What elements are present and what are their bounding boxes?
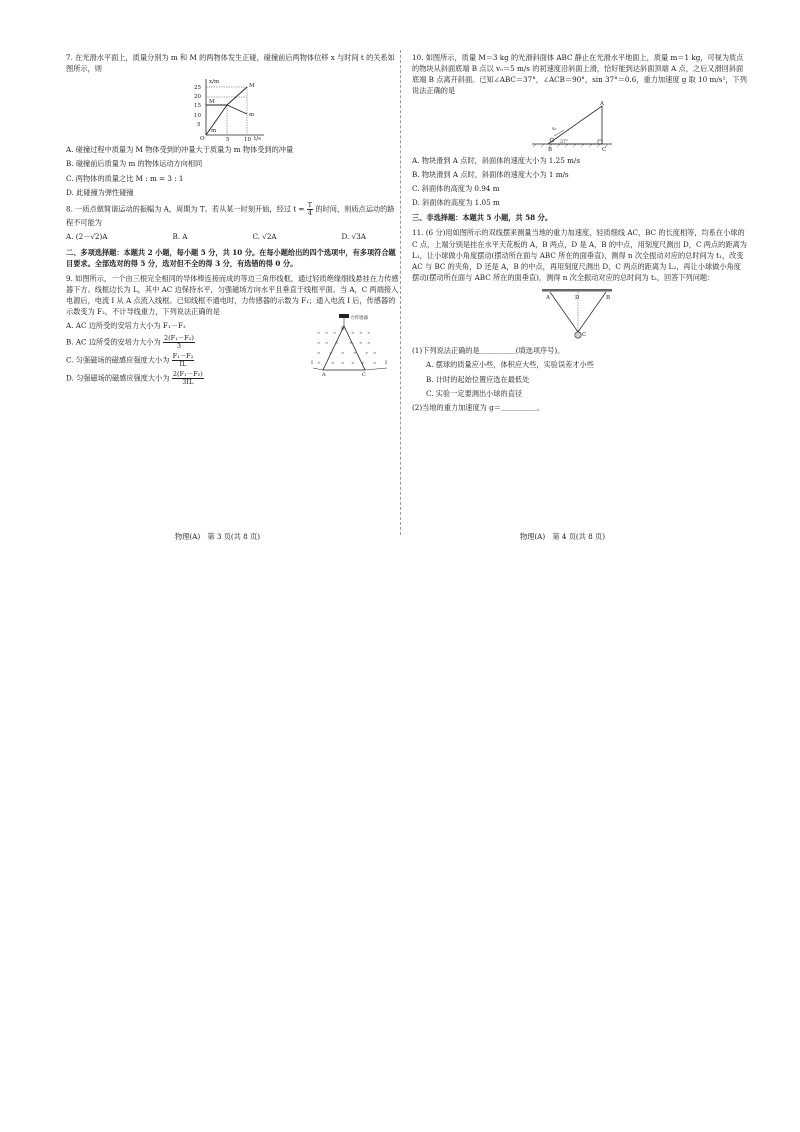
question-9-options-area	[66, 316, 401, 387]
svg-text:×: ×	[317, 340, 321, 346]
svg-text:×: ×	[335, 340, 339, 346]
option-d-num: 2(F₁－F₂)	[172, 370, 203, 379]
incline-vertex-c: C	[602, 146, 607, 152]
option-b-num: 2(F₁－F₂)	[164, 333, 194, 342]
question-8-option-d: D. √3A	[341, 232, 366, 242]
svg-text:×: ×	[325, 340, 329, 346]
question-9-option-a: A. AC 边所受的安培力大小为 F₁－F₂	[66, 321, 186, 331]
right-page-footer: 物理(A) 第 4 页(共 8 页)	[520, 532, 606, 541]
triangle-vertex-c: C	[362, 372, 366, 379]
question-8-stem	[66, 202, 401, 228]
graph-label-m: m	[211, 128, 217, 135]
pendulum-point-d: D	[575, 295, 580, 302]
option-d-fraction	[172, 371, 204, 386]
graph-label-M: M	[209, 99, 215, 106]
sensor-label: 力传感器	[350, 316, 368, 322]
option-d-den: 3IL	[182, 378, 194, 387]
svg-text:×: ×	[349, 340, 353, 346]
option-b-den: 3	[176, 341, 182, 350]
svg-text:×: ×	[341, 350, 345, 356]
left-column	[66, 52, 401, 390]
graph-xlabel: t/s	[254, 136, 261, 142]
right-column	[412, 52, 747, 417]
question-11-pendulum-figure	[412, 286, 747, 344]
question-8-stem-b: 的时间，则质点运动的路程不可能为	[66, 204, 395, 228]
incline-vertex-a: A	[600, 100, 604, 107]
svg-text:×: ×	[331, 360, 335, 366]
svg-text:×: ×	[329, 350, 333, 356]
current-label-out: I	[385, 360, 387, 367]
question-10-option-a: A. 物块滑到 A 点时，斜面体的速度大小为 1.25 m/s	[412, 155, 581, 165]
option-c-text: C. 匀强磁场的磁感应强度大小为	[66, 355, 170, 365]
question-11-part-1: (1)下列说法正确的是＿＿＿＿＿(填选项序号)。	[412, 346, 565, 356]
question-7-option-c: C. 两物体的质量之比 M : m = 3 : 1	[66, 173, 184, 183]
y-tick-10: 10	[194, 113, 201, 120]
svg-text:×: ×	[351, 330, 355, 336]
question-11-part1-option-c: C. 实验一定要测出小球的直径	[426, 388, 523, 398]
initial-velocity-label: v₀	[552, 126, 557, 132]
svg-text:×: ×	[359, 340, 363, 346]
question-9-stem: 9. 如图所示，一个由三根完全相同的导体棒连接而成的等边三角形线框，通过轻质绝缘细线悬挂在力传感器下方。线框边长为 L，其中 AC 边保持水平，匀强磁场方向水平且垂直于线框平面。当 A，C 两端接入电源后，电流 I 从 A 点流入线框。已知线框不通电时，力传感器的示数为 F₁；通入电流 I 后，传感器的示数变为 F₂，不计导线重力，下列说法正确的是	[66, 273, 399, 317]
svg-text:×: ×	[325, 330, 329, 336]
frac-den: 4	[307, 209, 312, 218]
question-10-option-c: C. 斜面体的高度为 0.94 m	[412, 183, 500, 193]
question-10-option-b: B. 物块滑到 A 点时，斜面体的速度大小为 1 m/s	[412, 169, 569, 179]
pendulum-point-c: C	[582, 332, 587, 339]
question-8-option-c: C. √2A	[252, 232, 277, 242]
x-tick-10: 10	[244, 137, 251, 142]
svg-text:×: ×	[373, 360, 377, 366]
question-8-option-a: A. (2－√2)A	[66, 232, 108, 242]
graph-label-M-after: M	[249, 83, 255, 90]
y-tick-5: 5	[197, 122, 201, 129]
question-7-option-a: A. 碰撞过程中质量为 M 物体受到的冲量大于质量为 m 物体受到的冲量	[66, 145, 294, 155]
pendulum-point-a: A	[546, 295, 550, 302]
triangle-vertex-a: A	[322, 372, 326, 379]
option-c-num: F₁－F₂	[172, 351, 194, 360]
question-11	[412, 227, 747, 413]
svg-text:×: ×	[367, 330, 371, 336]
graph-origin: O	[200, 136, 205, 142]
triangle-vertex-b: B	[341, 326, 345, 333]
svg-text:×: ×	[353, 350, 357, 356]
question-11-stem: 11. (6 分)用如图所示的双线摆来测量当地的重力加速度，轻质细线 AC，BC 的长度相等，均系在小球的 C 点，上端分别是挂在水平天花板的 A，B 两点，D 是 A，B 的中点，用刻度尺测出 D，C 两点的距离为 L₁，让小球做小角度摆动(摆动所在面与 ABC 所在的面垂直)，测得 n 次全振动对应的总时间为 t₁，改变 AC 与 BC 的夹角，D 还是 A，B 的中点，再用刻度尺测出 D，C 两点的距离为 L₂，再让小球做小角度摆动(摆动所在面与 ABC 所在的面垂直)，测得 n 次全振动对应的总时间为 t₂，回答下列问题：	[412, 228, 747, 283]
question-8-options	[66, 231, 366, 242]
question-7-xt-graph	[66, 77, 401, 141]
question-11-part1-option-b: B. 计时的起始位置应选在最低处	[426, 374, 530, 384]
question-10	[412, 52, 747, 208]
question-7	[66, 52, 401, 198]
svg-text:×: ×	[341, 360, 345, 366]
question-8-stem-a: 8. 一质点做简谐运动的振幅为 A，周期为 T。若从某一时刻开始，经过 t =	[66, 204, 305, 214]
frac-num: T	[307, 200, 313, 209]
y-tick-25: 25	[194, 85, 201, 92]
exam-sheet	[0, 0, 800, 560]
incline-vertex-b: B	[548, 146, 553, 152]
svg-text:×: ×	[351, 360, 355, 366]
option-c-den: IL	[179, 360, 187, 369]
question-9	[66, 273, 401, 387]
question-7-stem: 7. 在光滑水平面上，质量分别为 m 和 M 的两物体发生正碰，碰撞前后两物体位移 x 与时间 t 的关系如图所示，则	[66, 53, 395, 74]
current-label-in: I	[311, 360, 313, 367]
svg-text:×: ×	[373, 350, 377, 356]
option-d-text: D. 匀强磁场的磁感应强度大小为	[66, 373, 170, 383]
question-10-incline-figure	[412, 100, 747, 152]
x-tick-5: 5	[226, 137, 230, 142]
question-9-triangle-figure	[311, 314, 391, 380]
svg-text:×: ×	[361, 360, 365, 366]
question-8	[66, 202, 401, 243]
svg-text:×: ×	[333, 330, 337, 336]
pendulum-point-b: B	[606, 295, 611, 302]
option-b-text: B. AC 边所受的安培力大小为	[66, 337, 161, 347]
svg-text:×: ×	[365, 350, 369, 356]
option-c-fraction	[172, 353, 195, 368]
y-tick-20: 20	[194, 94, 201, 101]
section-2-heading: 二、多项选择题：本题共 2 小题，每小题 5 分，共 10 分。在每小题给出的四个选项中，有多项符合题目要求。全部选对的得 5 分，选对但不全的得 3 分，有选错的得 0 分。	[66, 247, 396, 268]
option-b-fraction	[163, 335, 195, 350]
left-page-footer: 物理(A) 第 3 页(共 8 页)	[175, 532, 261, 541]
svg-text:×: ×	[317, 360, 321, 366]
svg-text:×: ×	[317, 330, 321, 336]
question-8-fraction	[307, 202, 313, 217]
graph-label-m-after: m	[249, 112, 255, 119]
question-8-option-b: B. A	[172, 232, 188, 242]
svg-text:×: ×	[367, 340, 371, 346]
question-10-stem: 10. 如图所示，质量 M＝3 kg 的光滑斜面体 ABC 静止在光滑水平地面上，质量 m＝1 kg，可视为质点的物块从斜面底端 B 点以 v₀＝5 m/s 的初速度沿斜面上滑，恰好能到达斜面顶端 A 点，之后又滑回斜面底端 B 点离开斜面。已知∠ABC＝37°，∠ACB＝90°，sin 37°＝0.6，重力加速度 g 取 10 m/s²，下列说法正确的是	[412, 53, 747, 96]
incline-angle-label: 37°	[560, 139, 568, 145]
question-7-option-b: B. 碰撞前后质量为 m 的物体运动方向相同	[66, 159, 203, 169]
svg-text:×: ×	[317, 350, 321, 356]
question-11-part-2: (2)当地的重力加速度为 g＝＿＿＿＿＿。	[412, 402, 545, 412]
graph-ylabel: x/m	[209, 79, 220, 86]
question-7-option-d: D. 此碰撞为弹性碰撞	[66, 187, 134, 197]
question-10-option-d: D. 斜面体的高度为 1.05 m	[412, 198, 500, 208]
question-11-part1-option-a: A. 摆球的质量应小些，体积应大些，实验误差才小些	[426, 360, 594, 370]
y-tick-15: 15	[194, 103, 201, 110]
section-3-heading: 三、非选择题：本题共 5 小题，共 58 分。	[412, 213, 553, 223]
svg-text:×: ×	[359, 330, 363, 336]
